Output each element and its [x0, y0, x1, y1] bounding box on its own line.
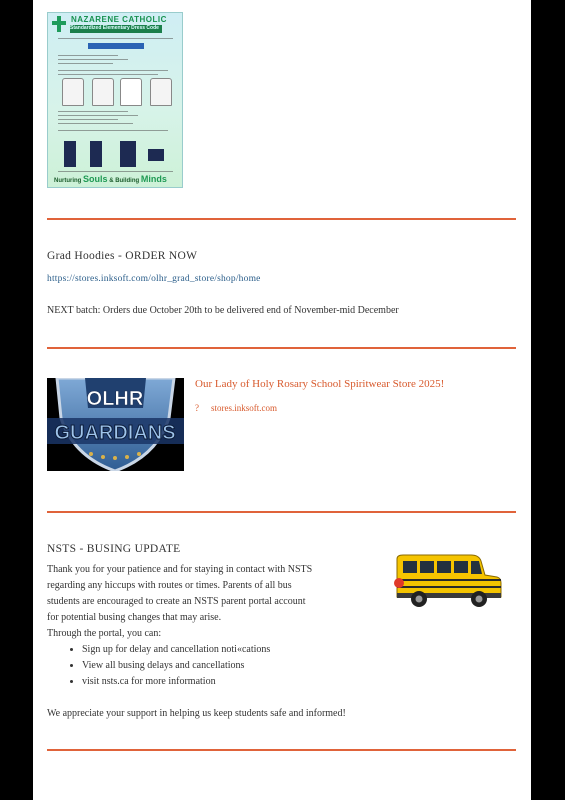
busing-heading: NSTS - BUSING UPDATE — [47, 543, 181, 555]
flyer-subtitle: Standardized Elementary Dress Code — [70, 25, 162, 33]
busing-paragraph-line: students are encouraged to create an NSTS parent portal account — [47, 596, 306, 607]
spiritwear-link-text: stores.inksoft.com — [211, 403, 277, 413]
shorts-icon — [148, 149, 164, 161]
shirt-icon — [120, 78, 142, 106]
section-divider — [47, 347, 516, 349]
pants-icon — [64, 141, 76, 167]
section-divider — [47, 749, 516, 751]
logo-top-text: OLHR — [86, 388, 144, 410]
dress-icon — [120, 141, 136, 167]
shirt-icon — [92, 78, 114, 106]
logo-bottom-text: GUARDIANS — [54, 422, 176, 444]
dress-code-flyer-image[interactable] — [47, 12, 183, 188]
hoodies-store-link[interactable]: https://stores.inksoft.com/olhr_grad_store/shop/home — [47, 274, 261, 284]
flyer-title: NAZARENE CATHOLIC — [71, 15, 167, 24]
hoodies-heading: Grad Hoodies - ORDER NOW — [47, 250, 198, 262]
left-margin-bar — [0, 0, 33, 800]
link-icon: ? — [195, 403, 199, 413]
busing-closing-text: We appreciate your support in helping us keep students safe and informed! — [47, 708, 346, 719]
newsletter-page — [33, 0, 531, 800]
busing-paragraph-line: regarding any hiccups with routes or times. Parents of all bus — [47, 580, 292, 591]
guardians-logo-image[interactable] — [47, 378, 184, 471]
spiritwear-store-title[interactable]: Our Lady of Holy Rosary School Spiritwear Store 2025! — [195, 378, 445, 390]
list-item: • Sign up for delay and cancellation noti«cations — [82, 642, 270, 658]
shirt-icon — [150, 78, 172, 106]
hoodies-batch-note: NEXT batch: Orders due October 20th to be delivered end of November-mid December — [47, 305, 399, 316]
spiritwear-store-link[interactable] — [195, 403, 277, 413]
school-bus-image — [393, 553, 503, 609]
busing-bullet-list — [69, 642, 270, 690]
shield-logo-icon — [47, 378, 184, 471]
section-divider — [47, 218, 516, 220]
busing-paragraph-line: Through the portal, you can: — [47, 628, 162, 639]
section-divider — [47, 511, 516, 513]
list-item: • visit nsts.ca for more information — [82, 674, 270, 690]
right-margin-bar — [531, 0, 565, 800]
flyer-footer: Nurturing Souls & Building Minds — [54, 174, 167, 184]
cross-icon — [52, 16, 66, 32]
shirt-icon — [62, 78, 84, 106]
school-bus-icon — [393, 553, 503, 609]
busing-paragraph-line: Thank you for your patience and for staying in contact with NSTS — [47, 564, 313, 575]
flyer-banner — [88, 43, 144, 49]
pants-icon — [90, 141, 102, 167]
busing-paragraph-line: for potential busing changes that may arise. — [47, 612, 222, 623]
list-item: • View all busing delays and cancellations — [82, 658, 270, 674]
